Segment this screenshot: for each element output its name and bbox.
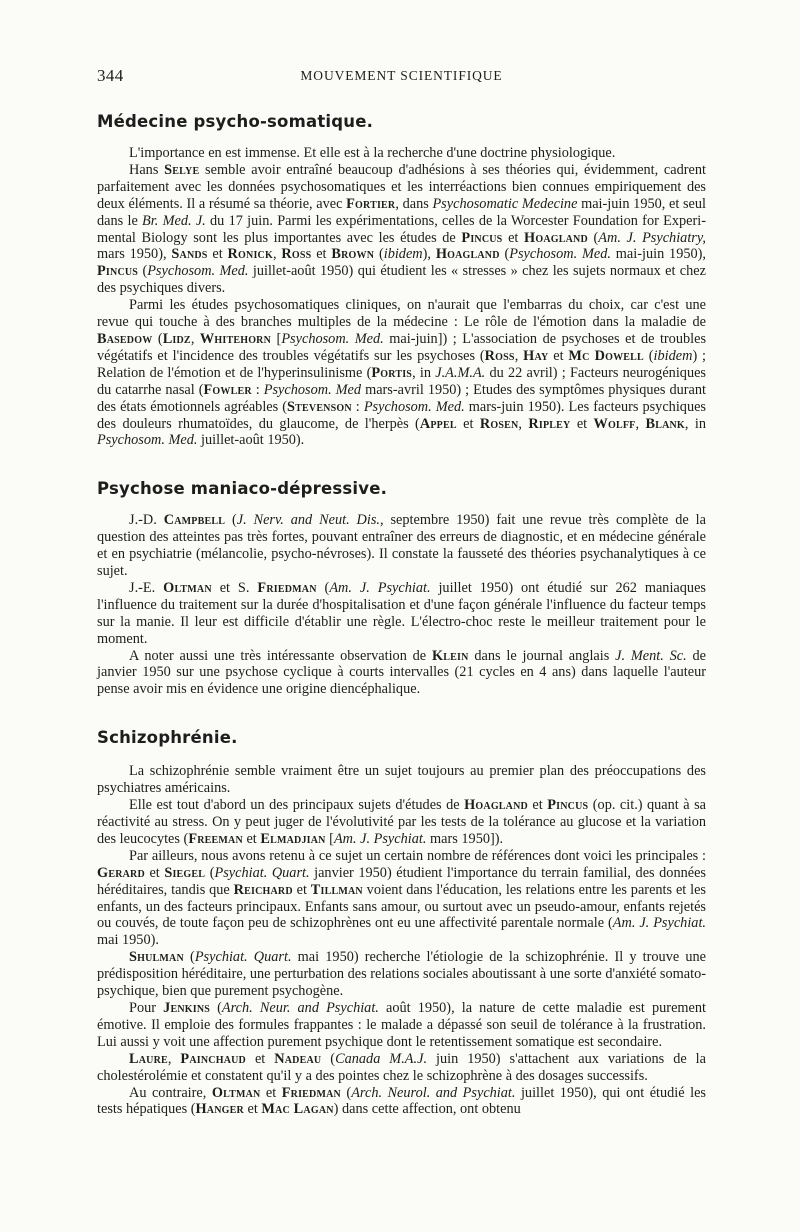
author-name: Basedow (97, 330, 153, 347)
paragraph: Hans Selye semble avoir entraîné beaucoup d'adhésions à ses théories qui, évidemment, cadrent parfaitement avec les données psychosomatiques et les interréactions bien connues empiriquement des deux éléments. Il a résumé sa théorie, avec Fortier, dans Psychosomatic Medecine mai-juin 1950, et seul dans le Br. Med. J. du 17 juin. Parmi les expérimentations, celles de la Worcester Foundation for Experimental Biology sont les plus importantes avec les études de Pincus et Hoagland (Am. J. Psychiatry, mars 1950), Sands et Ronick, Ross et Brown (ibidem), Hoagland (Psychosom. Med. mai-juin 1950), Pincus (Psychosom. Med. juillet-août 1950) qui étudient les « stresses » chez les sujets normaux et chez des psychiques divers. (97, 161, 706, 297)
author-name: Pincus (547, 797, 589, 814)
citation-reference: J.A.M.A. (435, 364, 486, 381)
author-name: Blank (645, 415, 685, 432)
paragraph: A noter aussi une très intéressante observation de Klein dans le journal anglais J. Ment. Sc. de janvier 1950 sur une psychose cyclique à courts intervalles (21 cycles en 4 ans) dans laquelle l'auteur pense avoir mis en évidence une origine diencéphalique. (97, 647, 706, 698)
author-name: Ross (281, 246, 312, 263)
citation-reference: Arch. Neur. and Psychiat. (221, 999, 379, 1016)
author-name: Pincus (461, 229, 503, 246)
citation-reference: Psychiat. Quart. (214, 864, 310, 881)
section-psychose-maniaco-depressive (97, 479, 706, 698)
section-body (97, 145, 706, 449)
author-name: Nadeau (274, 1050, 322, 1067)
citation-reference: Am. J. Psychiat. (612, 915, 707, 932)
citation-reference: Br. Med. J. (142, 212, 206, 229)
citation-reference: ibidem (653, 347, 693, 364)
section-title: Schizophrénie. (97, 728, 238, 748)
section-schizophrenie (97, 728, 706, 1118)
citation-reference: ibidem (383, 246, 423, 263)
author-name: Campbell (163, 512, 226, 529)
author-name: Selye (164, 161, 200, 178)
citation-reference: Psychiat. Quart. (194, 949, 292, 966)
author-name: Mac Lagan (261, 1101, 334, 1118)
author-name: Portis (371, 364, 413, 381)
author-name: Appel (419, 415, 457, 432)
citation-reference: J. Ment. Sc. (615, 647, 687, 664)
running-title: MOUVEMENT SCIENTIFIQUE (300, 68, 503, 83)
citation-reference: Am. J. Psychiat. (333, 830, 427, 847)
paragraph: J.-E. Oltman et S. Friedman (Am. J. Psychiat. juillet 1950) ont étudié sur 262 maniaques l'influence du traitement sur la durée d'hospitalisation et d'une façon générale l'influence du facteur temps sur la manie. Il leur est difficile d'établir une règle. L'électro-choc reste le meilleur traitement pour le moment. (97, 579, 706, 647)
author-name: Ross (484, 347, 515, 364)
paragraph: L'importance en est immense. Et elle est à la recherche d'une doctrine physiologique. (129, 145, 616, 161)
author-name: Friedman (257, 579, 317, 596)
author-name: Shulman (129, 949, 184, 966)
author-name: Lidz (162, 330, 191, 347)
paragraph: La schizophrénie semble vraiment être un sujet toujours au premier plan des préoccupations des psychiatres américains. (97, 763, 706, 797)
author-name: Gerard (97, 864, 145, 881)
author-name: Wolff (593, 415, 636, 432)
author-name: Hoagland (524, 229, 588, 246)
author-name: Siegel (164, 864, 206, 881)
author-name: Elmadjian (260, 830, 326, 847)
author-name: Sands (171, 246, 208, 263)
author-name: Klein (431, 647, 469, 664)
citation-reference: Am. J. Psychiatry, (598, 229, 706, 246)
author-name: Mc Dowell (568, 347, 644, 364)
citation-reference: Psychosom. Med. (281, 330, 384, 347)
section-title: Médecine psycho-somatique. (97, 112, 374, 131)
author-name: Rosen (479, 415, 519, 432)
paragraph: Parmi les études psychosomatiques cliniques, on n'aurait que l'embarras du choix, car c'est une revue qui touche à des branches multiples de la médecine : Le rôle de l'émotion dans la maladie de Basedow (Lidz, Whitehorn [Psychosom. Med. mai-juin]) ; L'association de psychoses et de troubles végétatifs et l'incidence des troubles végétatifs sur les psychoses (Ross, Hay et Mc Dowell (ibidem) ; Relation de l'émotion et de l'hyperinsulinisme (Portis, in J.A.M.A. du 22 avril) ; Facteurs neurogéniques du catarrhe nasal (Fowler : Psychosom. Med mars-avril 1950) ; Etudes des symptômes physiques durant des états émotionnels agréables (Stevenson : Psychosom. Med. mars-juin 1950). Les facteurs psychiques des douleurs rhumatoïdes, du glaucome, de l'herpès (Appel et Rosen, Ripley et Wolff, Blank, in Psychosom. Med. juillet-août 1950). (97, 297, 707, 449)
section-title: Psychose maniaco-dépressive. (97, 479, 388, 499)
author-name: Ronick (227, 246, 273, 263)
citation-reference: Am. J. Psychiat. (329, 579, 431, 596)
paragraph: Au contraire, Oltman et Friedman (Arch. Neurol. and Psychiat. juillet 1950), qui ont étudié les tests hépatiques (Hanger et Mac Lagan) dans cette affection, ont obtenu (97, 1084, 706, 1118)
paragraph: Shulman (Psychiat. Quart. mai 1950) recherche l'étiologie de la schizophrénie. Il y trouve une prédisposition héréditaire, une perturbation des relations sociales aboutissant à une sorte d'anxiété somato-psychique, bien que purement psychogène. (97, 949, 706, 1000)
author-name: Fortier (346, 195, 396, 212)
author-name: Oltman (211, 1084, 261, 1101)
author-name: Painchaud (180, 1050, 246, 1067)
author-name: Stevenson (287, 398, 352, 415)
citation-reference: Canada M.A.J. (335, 1050, 428, 1067)
citation-reference: J. Nerv. and Neut. Dis. (236, 512, 380, 529)
page-header (97, 66, 706, 88)
author-name: Ripley (528, 415, 571, 432)
paragraph: Laure, Painchaud et Nadeau (Canada M.A.J. juin 1950) s'attachent aux variations de la cholestérolémie et constatent qu'il y a des pointes chez le schizophrène à des dosages successifs. (97, 1050, 706, 1084)
section-medecine-psycho-somatique (97, 112, 706, 449)
paragraph: Par ailleurs, nous avons retenu à ce sujet un certain nombre de références dont voici les principales : Gerard et Siegel (Psychiat. Quart. janvier 1950) étudient l'importance du terrain familial, des données héréditaires, tandis que Reichard et Tillman voient dans l'éducation, les relations entre les parents et les enfants, un des facteurs principaux. Enfants sans amour, ou surtout avec un pseudo-amour, enfants rejetés ou couvés, de toute façon peu de schizophrènes ont eu une affectivité parentale normale (Am. J. Psychiat. mai 1950). (97, 847, 707, 949)
paragraph: Pour Jenkins (Arch. Neur. and Psychiat. août 1950), la nature de cette maladie est purement émotive. Il emploie des formules frappantes : le malade a dépassé son seuil de tolérance à la frustration. Lui aussi y voit une affection purement psychique dont le retentissement somatique est secondaire. (97, 999, 706, 1050)
citation-reference: Psychosomatic Medecine (432, 195, 578, 212)
author-name: Reichard (233, 881, 293, 898)
citation-reference: Psychosom. Med. (147, 263, 249, 280)
section-body (97, 763, 706, 1118)
citation-reference: Psychosom. Med (263, 381, 362, 398)
citation-reference: Arch. Neurol. and Psychiat. (351, 1084, 516, 1101)
author-name: Hanger (195, 1101, 244, 1118)
paragraph: Elle est tout d'abord un des principaux sujets d'études de Hoagland et Pincus (op. cit.) quant à sa réactivité au stress. On y peut juger de l'évolutivité par les tests de la tolérance au glucose et la variation des leucocytes (Freeman et Elmadjian [Am. J. Psychiat. mars 1950]). (97, 797, 707, 847)
author-name: Freeman (188, 830, 243, 847)
author-name: Whitehorn (199, 330, 272, 347)
citation-reference: Psychosom. Med. (509, 246, 611, 263)
author-name: Pincus (97, 263, 139, 280)
author-name: Laure (129, 1050, 168, 1067)
citation-reference: Psychosom. Med. (363, 398, 465, 415)
page-number: 344 (97, 66, 124, 85)
paragraph: J.-D. Campbell (J. Nerv. and Neut. Dis., septembre 1950) fait une revue très complète de la question des atteintes pas très fortes, pouvant entraîner des erreurs de diagnostic, et en médecine générale et en psychiatrie (mélancolie, psycho-névroses). Il constate la fausseté des théories psychanalytiques à ce sujet. (97, 512, 706, 580)
author-name: Jenkins (163, 999, 211, 1016)
section-body (97, 512, 706, 698)
author-name: Brown (331, 246, 375, 263)
author-name: Fowler (203, 381, 252, 398)
author-name: Hoagland (464, 797, 528, 814)
author-name: Hay (523, 347, 549, 364)
citation-reference: Psychosom. Med. (97, 432, 198, 449)
author-name: Hoagland (435, 246, 500, 263)
author-name: Oltman (163, 579, 212, 596)
author-name: Friedman (281, 1084, 341, 1101)
author-name: Tillman (310, 881, 363, 898)
